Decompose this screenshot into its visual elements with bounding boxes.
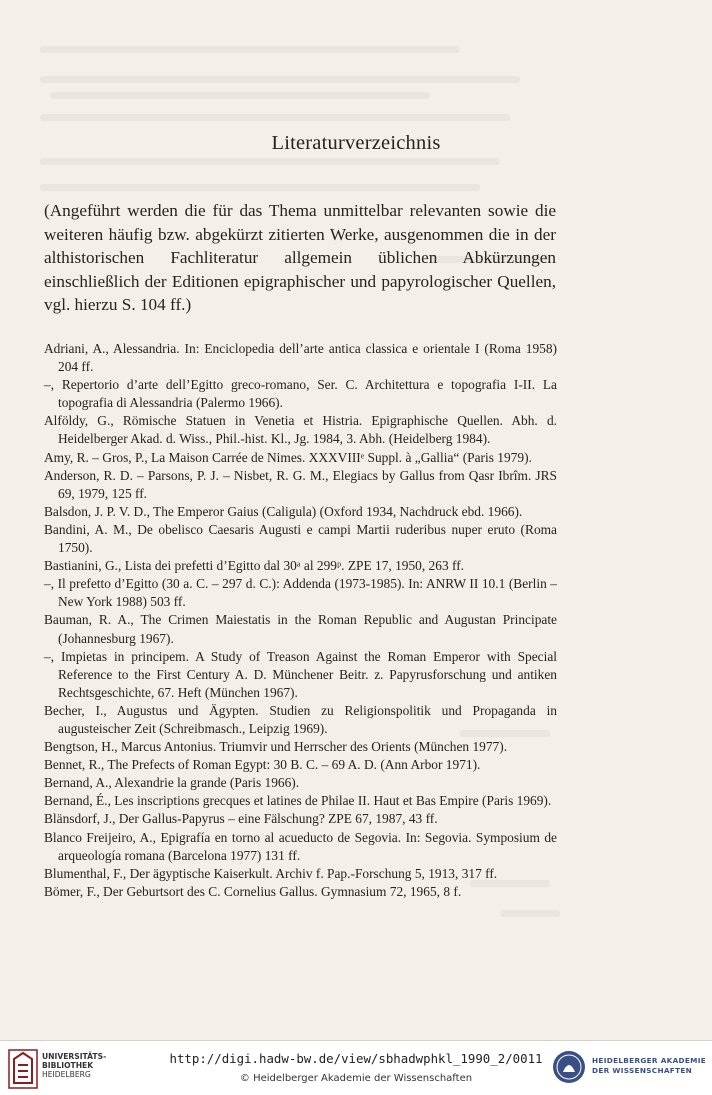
bibliography-entry: Bauman, R. A., The Crimen Maiestatis in the Roman Republic and Augustan Principate (Johannesburg 1967). [44,612,557,646]
footer-bar [0,1040,712,1095]
copyright-notice: © Heidelberger Akademie der Wissenschaften [239,1073,473,1084]
bibliography-entry: Adriani, A., Alessandria. In: Enciclopedia dell’arte antica classica e orientale I (Roma 1958) 204 ff. [44,341,557,375]
bibliography-entry: Anderson, R. D. – Parsons, P. J. – Nisbet, R. G. M., Elegiacs by Gallus from Qasr Ibrîm. JRS 69, 1979, 125 ff. [44,467,557,501]
bibliography-entry: –, Il prefetto d’Egitto (30 a. C. – 297 d. C.): Addenda (1973-1985). In: ANRW II 10.1 (Berlin – New York 1988) 503 ff. [44,576,557,610]
bibliography-entry: Blumenthal, F., Der ägyptische Kaiserkult. Archiv f. Pap.-Forschung 5, 1913, 317 ff. [44,865,498,881]
bibliography-entry: Blänsdorf, J., Der Gallus-Papyrus – eine Fälschung? ZPE 67, 1987, 43 ff. [44,811,438,827]
bibliography-entry: Blanco Freijeiro, A., Epigrafía en torno al acueducto de Segovia. In: Segovia. Symposium de arqueología romana (Barcelona 1977) 131 ff. [44,829,557,863]
page-title: Literaturverzeichnis [271,132,441,154]
bibliography-entry: Becher, I., Augustus und Ägypten. Studien zu Religionspolitik und Propaganda in augusteischer Zeit (Schreibmasch., Leipzig 1969). [44,702,557,736]
bibliography-list [44,340,557,901]
bibliography-entry: Bengtson, H., Marcus Antonius. Triumvir und Herrscher des Orients (München 1977). [44,739,508,755]
bibliography-entry: Bernand, É., Les inscriptions grecques et latines de Philae II. Haut et Bas Empire (Paris 1969). [44,793,552,809]
bibliography-entry: Bastianini, G., Lista dei prefetti d’Egitto dal 30ᵃ al 299ᵖ. ZPE 17, 1950, 263 ff. [44,558,465,574]
bibliography-entry: –, Repertorio d’arte dell’Egitto greco-romano, Ser. C. Architettura e topografia I-II. La topografia di Alessandria (Palermo 1966). [44,377,557,411]
bibliography-entry: Bandini, A. M., De obelisco Caesaris Augusti e campi Martii ruderibus nuper eruto (Roma 1750). [44,521,557,556]
intro-paragraph: (Angeführt werden die für das Thema unmittelbar relevanten sowie die weiteren häufig bzw. abgekürzt zitierten Werke, ausgenommen die in der althistorischen Fachliteratur allgemein üblichen Abkürzungen einschließlich der Editionen epigraphischer und papyrologischer Quellen, vgl. hierzu S. 104 ff.) [44,201,556,315]
library-name: UNIVERSITÄTS- BIBLIOTHEK HEIDELBERG [42,1052,107,1079]
bibliography-entry: Bömer, F., Der Geburtsort des C. Cornelius Gallus. Gymnasium 72, 1965, 8 f. [44,883,462,899]
bibliography-entry: Amy, R. – Gros, P., La Maison Carrée de Nimes. XXXVIIIᵉ Suppl. à „Gallia“ (Paris 1979). [44,449,532,465]
academy-seal-icon [552,1050,586,1084]
bibliography-entry: Alföldy, G., Römische Statuen in Venetia et Histria. Epigraphische Quellen. Abh. d. Heidelberger Akad. d. Wiss., Phil.-hist. Kl., Jg. 1984, 3. Abh. (Heidelberg 1984). [44,413,557,447]
bibliography-entry: Balsdon, J. P. V. D., The Emperor Gaius (Caligula) (Oxford 1934, Nachdruck ebd. 1966). [44,503,523,519]
bibliography-entry: Bernand, A., Alexandrie la grande (Paris 1966). [44,775,300,791]
permalink-url[interactable]: http://digi.hadw-bw.de/view/sbhadwphkl_1990_2/0011 [169,1051,543,1066]
academy-name: HEIDELBERGER AKADEMIE DER WISSENSCHAFTEN [592,1056,707,1075]
bibliography-entry: Bennet, R., The Prefects of Roman Egypt: 30 B. C. – 69 A. D. (Ann Arbor 1971). [44,757,481,773]
bibliography-entry: –, Impietas in principem. A Study of Treason Against the Roman Emperor with Special Reference to the First Century A. D. Münchener Beitr. z. Papyrusforschung und antiken Rechtsgeschichte, 67. Heft (München 1967). [44,648,557,700]
